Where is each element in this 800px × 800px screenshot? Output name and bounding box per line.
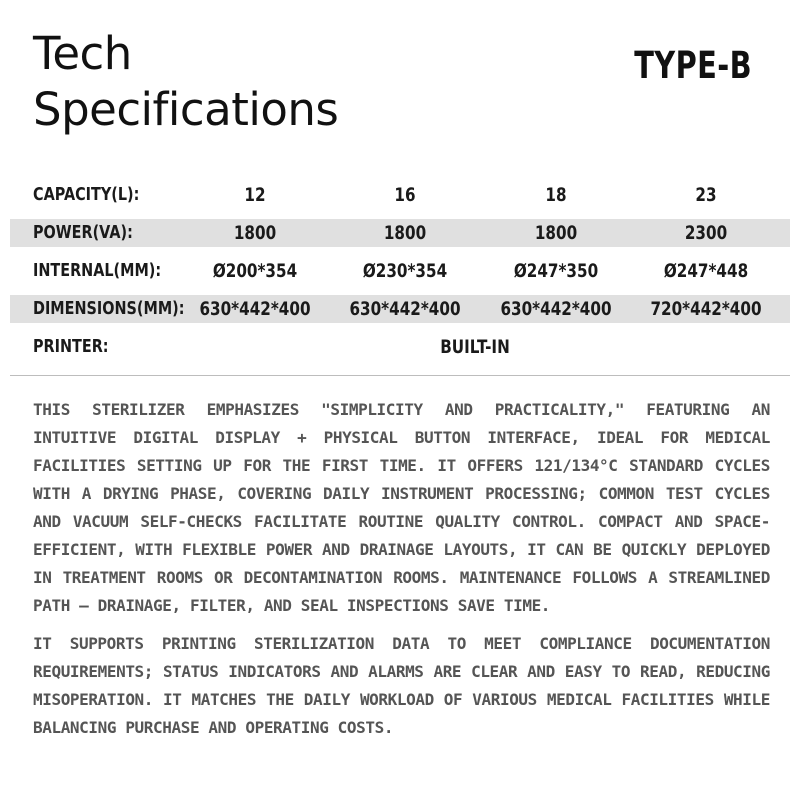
spec-row-dimensions: [10, 295, 790, 323]
spec-row-power: [10, 219, 790, 247]
page-title-line-1: Tech: [33, 27, 132, 80]
product-description: [33, 396, 770, 752]
spec-value-internal-2: Ø230*354: [362, 260, 448, 282]
spec-value-printer: BUILT-IN: [440, 336, 510, 358]
spec-value-internal-1: Ø200*354: [212, 260, 298, 282]
spec-label-internal: INTERNAL(MM):: [33, 260, 162, 281]
model-type-label: TYPE-B: [634, 44, 752, 87]
spec-value-dimensions-4: 720*442*400: [650, 298, 762, 320]
spec-row-printer: [10, 333, 790, 361]
spec-value-dimensions-2: 630*442*400: [349, 298, 461, 320]
spec-value-internal-3: Ø247*350: [513, 260, 599, 282]
spec-value-capacity-1: 12: [244, 184, 266, 206]
spec-table: [10, 181, 790, 371]
description-paragraph-1: THIS STERILIZER EMPHASIZES "SIMPLICITY AND PRACTICALITY," FEATURING AN INTUITIVE DIGITAL DISPLAY + PHYSICAL BUTTON INTERFACE, IDEAL FOR MEDICAL FACILITIES SETTING UP FOR THE FIRST TIME. IT OFFERS 121/134°C STANDARD CYCLES WITH A DRYING PHASE, COVERING DAILY INSTRUMENT PROCESSING; COMMON TEST CYCLES AND VACUUM SELF-CHECKS FACILITATE ROUTINE QUALITY CONTROL. COMPACT AND SPACE-EFFICIENT, WITH FLEXIBLE POWER AND DRAINAGE LAYOUTS, IT CAN BE QUICKLY DEPLOYED IN TREATMENT ROOMS OR DECONTAMINATION ROOMS. MAINTENANCE FOLLOWS A STREAMLINED PATH — DRAINAGE, FILTER, AND SEAL INSPECTIONS SAVE TIME.: [33, 400, 770, 615]
spec-value-internal-4: Ø247*448: [663, 260, 749, 282]
spec-value-capacity-4: 23: [695, 184, 717, 206]
spec-value-dimensions-3: 630*442*400: [500, 298, 612, 320]
spec-value-capacity-3: 18: [545, 184, 567, 206]
page-title-line-2: Specifications: [33, 83, 339, 136]
spec-value-power-2: 1800: [383, 222, 427, 244]
spec-label-printer: PRINTER:: [33, 336, 109, 357]
spec-label-capacity: CAPACITY(L):: [33, 184, 140, 205]
description-paragraph-2: IT SUPPORTS PRINTING STERILIZATION DATA TO MEET COMPLIANCE DOCUMENTATION REQUIREMENTS; STATUS INDICATORS AND ALARMS ARE CLEAR AND EASY TO READ, REDUCING MISOPERATION. IT MATCHES THE DAILY WORKLOAD OF VARIOUS MEDICAL FACILITIES WHILE BALANCING PURCHASE AND OPERATING COSTS.: [33, 634, 770, 737]
spec-value-capacity-2: 16: [394, 184, 416, 206]
spec-row-capacity: [10, 181, 790, 209]
spec-label-dimensions: DIMENSIONS(MM):: [33, 298, 185, 319]
spec-value-power-4: 2300: [684, 222, 728, 244]
spec-label-power: POWER(VA):: [33, 222, 133, 243]
spec-value-dimensions-1: 630*442*400: [199, 298, 311, 320]
spec-value-power-3: 1800: [534, 222, 578, 244]
spec-row-internal: [10, 257, 790, 285]
page-title: [33, 26, 338, 138]
section-divider: [10, 375, 790, 376]
spec-value-power-1: 1800: [233, 222, 277, 244]
